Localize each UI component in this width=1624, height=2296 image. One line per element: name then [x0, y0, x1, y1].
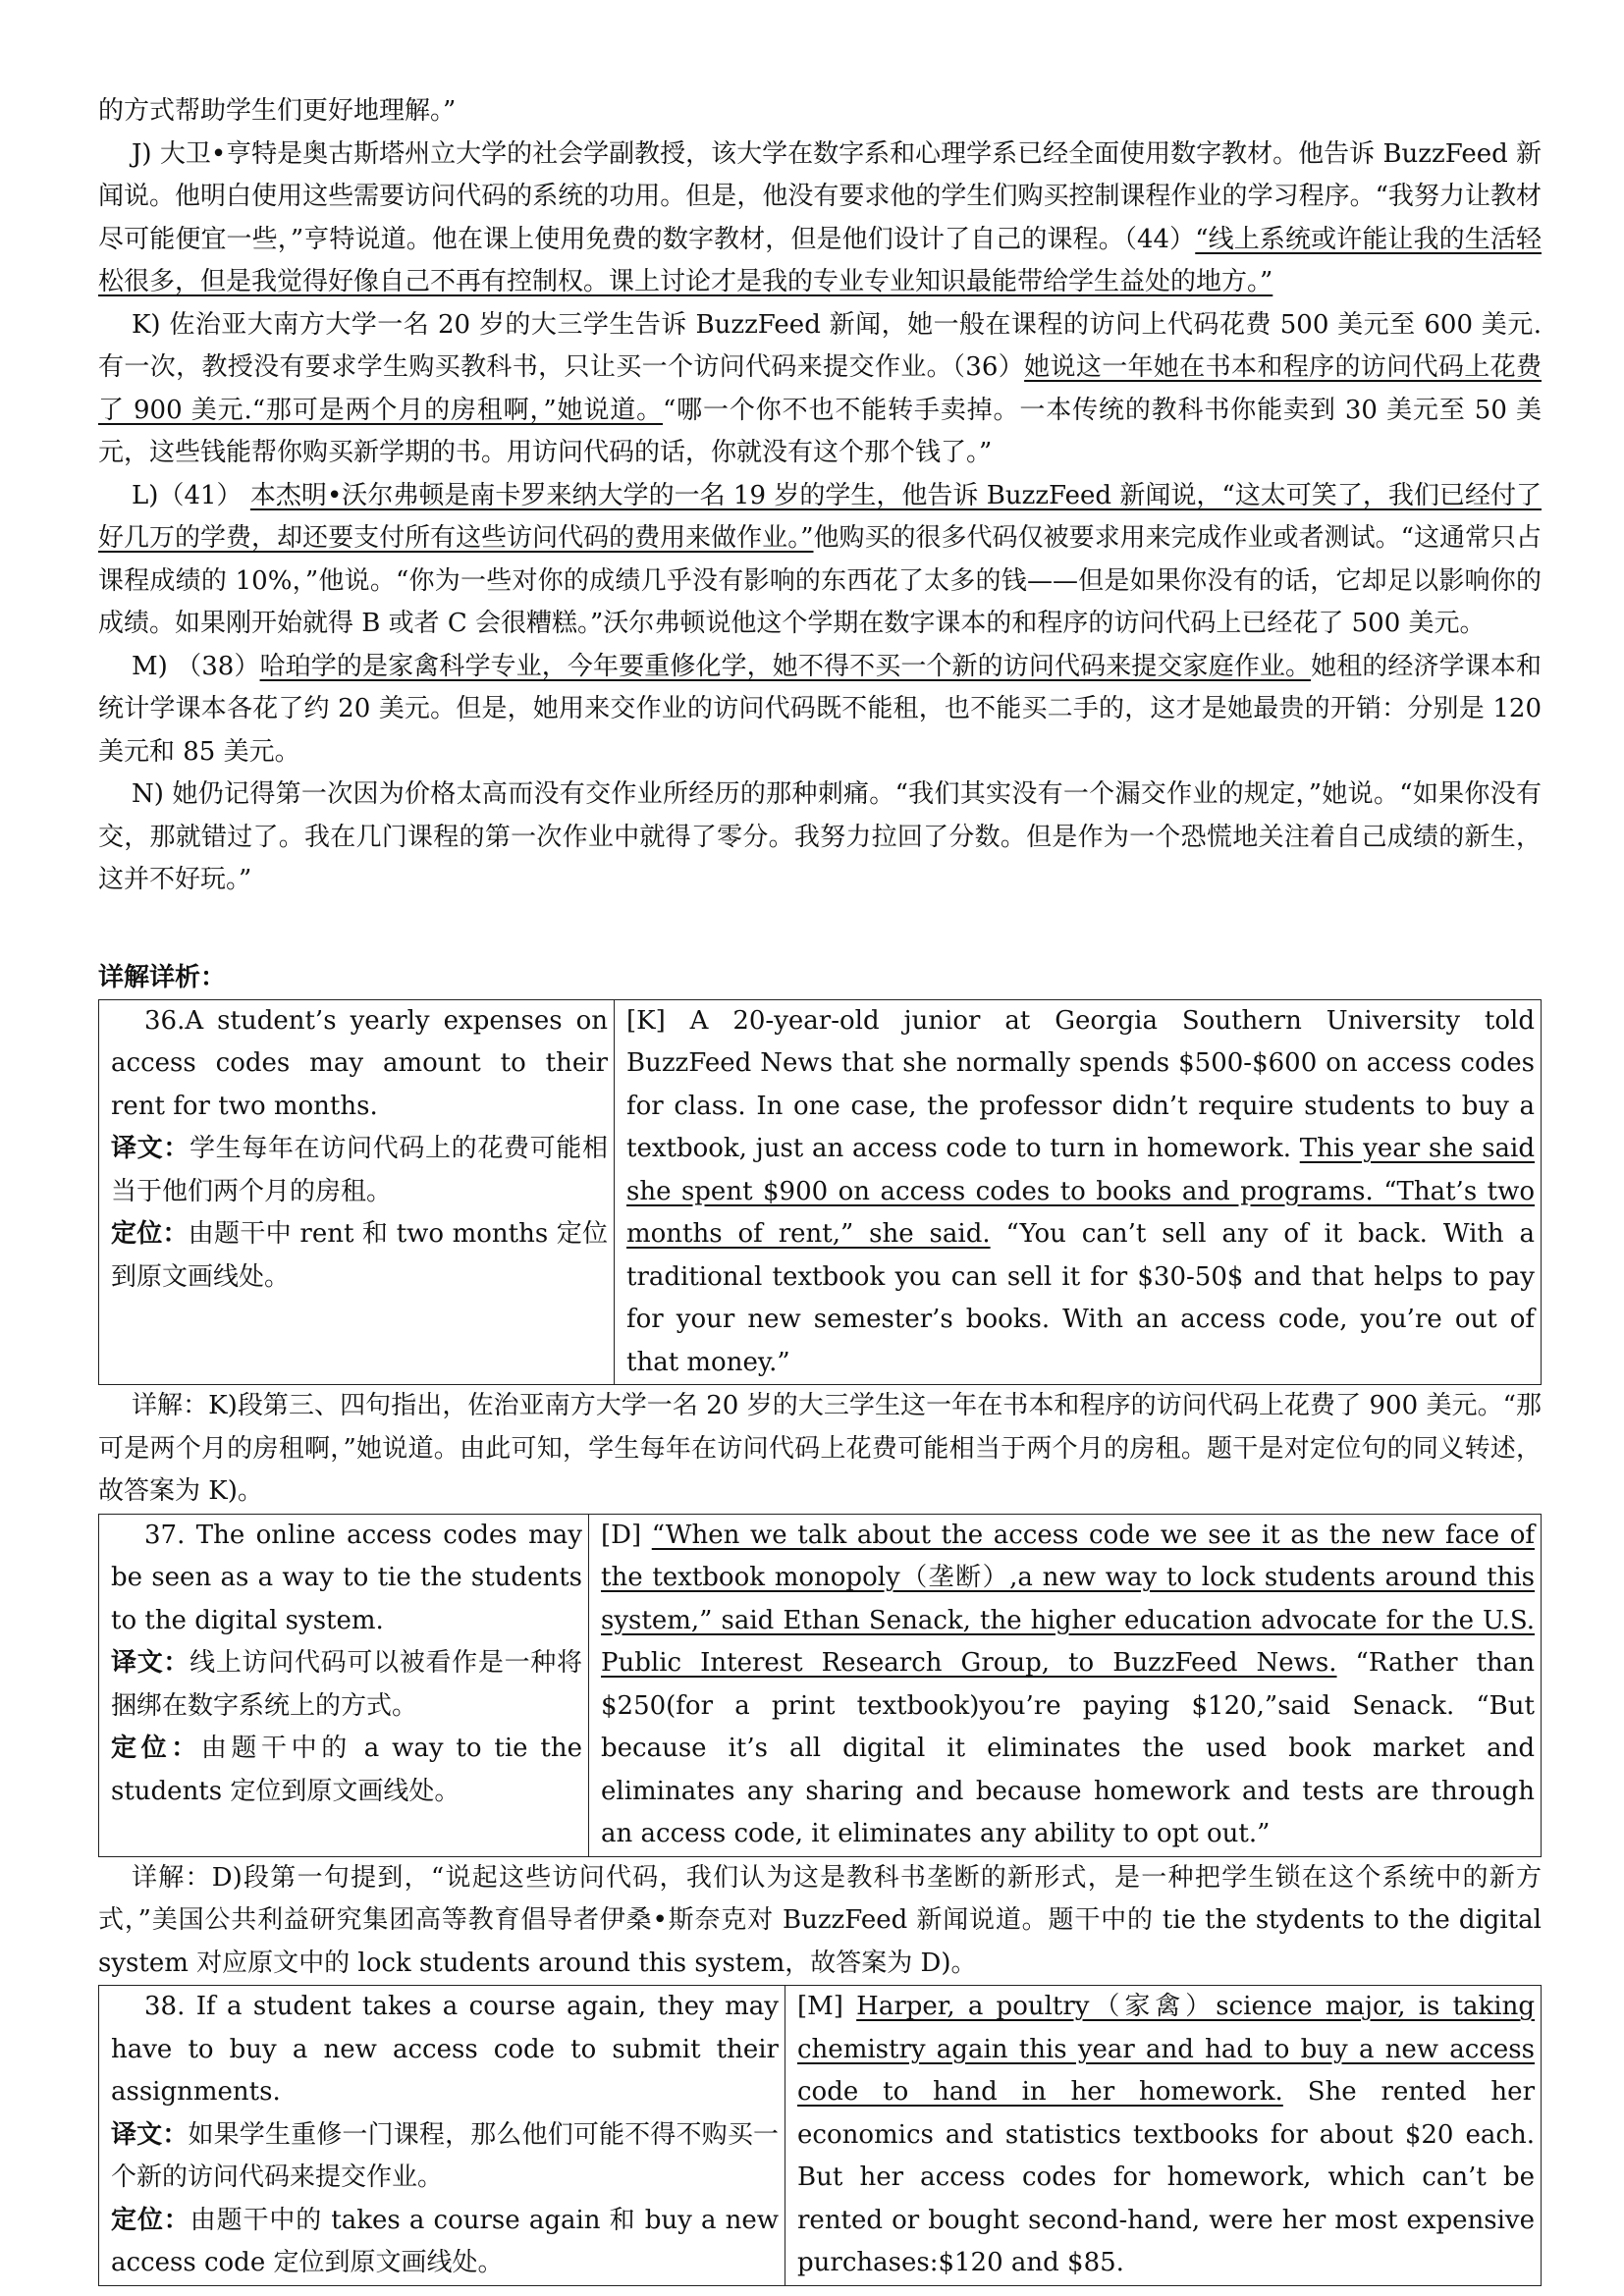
document-body [98, 90, 1542, 2286]
explanation-37 [98, 1857, 1542, 1986]
question-text: 37. The online access codes may be seen as a way to tie the students to the digital system. [111, 1520, 582, 1635]
question-text: 36.A student’s yearly expenses on access codes may amount to their rent for two months. [111, 1005, 608, 1121]
source-cell [785, 1986, 1542, 2286]
passage-line: 的方式帮助学生们更好地理解。” [98, 96, 457, 126]
question-text: 38. If a student takes a course again, they may have to buy a new access code to submit their assignments. [111, 1992, 779, 2107]
translation: 译文：如果学生重修一门课程，那么他们可能不得不购买一个新的访问代码来提交作业。 [111, 2119, 779, 2192]
answer-table-36 [98, 999, 1542, 1386]
explanation-text: 详解：K)段第三、四句指出，佐治亚南方大学一名 20 岁的大三学生这一年在书本和程序的访问代码上花费了 900 美元。“那可是两个月的房租啊，”她说道。由此可知，学生每年在访问代码上花费可能相当于两个月的房租。题干是对定位句的同义转述，故答案为 K)。 [98, 1391, 1542, 1506]
answer-table-37 [98, 1514, 1542, 1857]
underlined-sentence: 她说这一年她在书本和程序的访问代码上花费了 900 美元.“那可是两个月的房租啊，”她说道。 [98, 352, 1542, 425]
paragraph-j: J) 大卫•亨特是奥古斯塔州立大学的社会学副教授，该大学在数字系和心理学系已经全面使用数字教材。他告诉 BuzzFeed 新闻说。他明白使用这些需要访问代码的系统的功用。但是，他没有要求他的学生们购买控制课程作业的学习程序。“我努力让教材尽可能便宜一些，”亨特说道。他在课上使用免费的数字教材，但是他们设计了自己的课程。（44）“线上系统或许能让我的生活轻松很多，但是我觉得好像自己不再有控制权。课上讨论才是我的专业专业知识最能带给学生益处的地方。” [98, 138, 1542, 296]
underlined-sentence: 本杰明•沃尔弗顿是南卡罗来纳大学的一名 19 岁的学生，他告诉 BuzzFeed 新闻说，“这太可笑了，我们已经付了好几万的学费，却还要支付所有这些访问代码的费用来做作业。” [98, 480, 1542, 553]
translation: 译文：线上访问代码可以被看作是一种将捆绑在数字系统上的方式。 [111, 1648, 582, 1721]
location-hint: 定位：由题干中的 takes a course again 和 buy a new access code 定位到原文画线处。 [111, 2205, 779, 2277]
translation: 译文：学生每年在访问代码上的花费可能相当于他们两个月的房租。 [111, 1134, 608, 1206]
analysis-heading: 详解详析： [98, 962, 227, 992]
answer-table-38 [98, 1985, 1542, 2286]
location-hint: 定位：由题干中 rent 和 two months 定位到原文画线处。 [111, 1219, 608, 1292]
question-cell [99, 999, 615, 1385]
paragraph-k: K) 佐治亚大南方大学一名 20 岁的大三学生告诉 BuzzFeed 新闻，她一般在课程的访问上代码花费 500 美元至 600 美元.有一次，教授没有要求学生购买教科书，只让买一个访问代码来提交作业。（36）她说这一年她在书本和程序的访问代码上花费了 900 美元.“那可是两个月的房租啊，”她说道。“哪一个你不也不能转手卖掉。一本传统的教科书你能卖到 30 美元至 50 美元，这些钱能帮你购买新学期的书。用访问代码的话，你就没有这个那个钱了。” [98, 309, 1542, 467]
source-cell [615, 999, 1542, 1385]
paragraph-m: M) （38）哈珀学的是家禽科学专业，今年要重修化学，她不得不买一个新的访问代码来提交家庭作业。她租的经济学课本和统计学课本各花了约 20 美元。但是，她用来交作业的访问代码既不能租，也不能买二手的，这才是她最贵的开销：分别是 120 美元和 85 美元。 [98, 651, 1542, 767]
underlined-sentence: 哈珀学的是家禽科学专业，今年要重修化学，她不得不买一个新的访问代码来提交家庭作业。 [259, 651, 1312, 681]
paragraph-n: N) 她仍记得第一次因为价格太高而没有交作业所经历的那种刺痛。“我们其实没有一个漏交作业的规定，”她说。“如果你没有交，那就错过了。我在几门课程的第一次作业中就得了零分。我努力拉回了分数。但是作为一个恐慌地关注着自己成绩的新生，这并不好玩。” [98, 779, 1542, 894]
explanation-36 [98, 1385, 1542, 1514]
underlined-sentence: “线上系统或许能让我的生活轻松很多，但是我觉得好像自己不再有控制权。课上讨论才是我的专业专业知识最能带给学生益处的地方。” [98, 224, 1542, 296]
source-text: [K] A 20-year-old junior at Georgia Southern University told BuzzFeed News that she normally spends $500-$600 on access codes for class. In one case, the professor didn’t require students to buy a textbook, just an access code to turn in homework. This year she said she spent $900 on access codes to books and programs. “That’s two months of rent,” she said. “You can’t sell any of it back. With a traditional textbook you can sell it for $30-50$ and that helps to pay for your new semester’s books. With an access code, you’re out of that money.” [626, 1005, 1536, 1377]
question-cell [99, 1986, 785, 2286]
source-text: [M] Harper, a poultry（家禽）science major, is taking chemistry again this year and had to buy a new access code to hand in her homework. She rented her economics and statistics textbooks for about $20 each. But her access codes for homework, which can’t be rented or bought second-hand, were her most expensive purchases:$120 and $85. [797, 1992, 1535, 2277]
source-text: [D] “When we talk about the access code we see it as the new face of the textbook monopoly（垄断）,a new way to lock students around this system,” said Ethan Senack, the higher education advocate for the U.S. Public Interest Research Group, to BuzzFeed News. “Rather than $250(for a print textbook)you’re paying $120,”said Senack. “But because it’s all digital it eliminates the used book market and eliminates any sharing and because homework and tests are through an access code, it eliminates any ability to opt out.” [601, 1520, 1536, 1848]
location-hint: 定位：由题干中的 a way to tie the students 定位到原文画线处。 [111, 1734, 582, 1806]
explanation-text: 详解：D)段第一句提到，“说起这些访问代码，我们认为这是教科书垄断的新形式，是一种把学生锁在这个系统中的新方式，”美国公共利益研究集团高等教育倡导者伊桑•斯奈克对 BuzzFeed 新闻说道。题干中的 tie the stydents to the digital system 对应原文中的 lock students around this system，故答案为 D)。 [98, 1862, 1542, 1978]
source-cell [589, 1514, 1542, 1856]
question-cell [99, 1514, 589, 1856]
paragraph-l: L)（41） 本杰明•沃尔弗顿是南卡罗来纳大学的一名 19 岁的学生，他告诉 BuzzFeed 新闻说，“这太可笑了，我们已经付了好几万的学费，却还要支付所有这些访问代码的费用来做作业。”他购买的很多代码仅被要求用来完成作业或者测试。“这通常只占课程成绩的 10%，”他说。“你为一些对你的成绩几乎没有影响的东西花了太多的钱——但是如果你没有的话，它却足以影响你的成绩。如果刚开始就得 B 或者 C 会很糟糕。”沃尔弗顿说他这个学期在数字课本的和程序的访问代码上已经花了 500 美元。 [98, 480, 1542, 638]
